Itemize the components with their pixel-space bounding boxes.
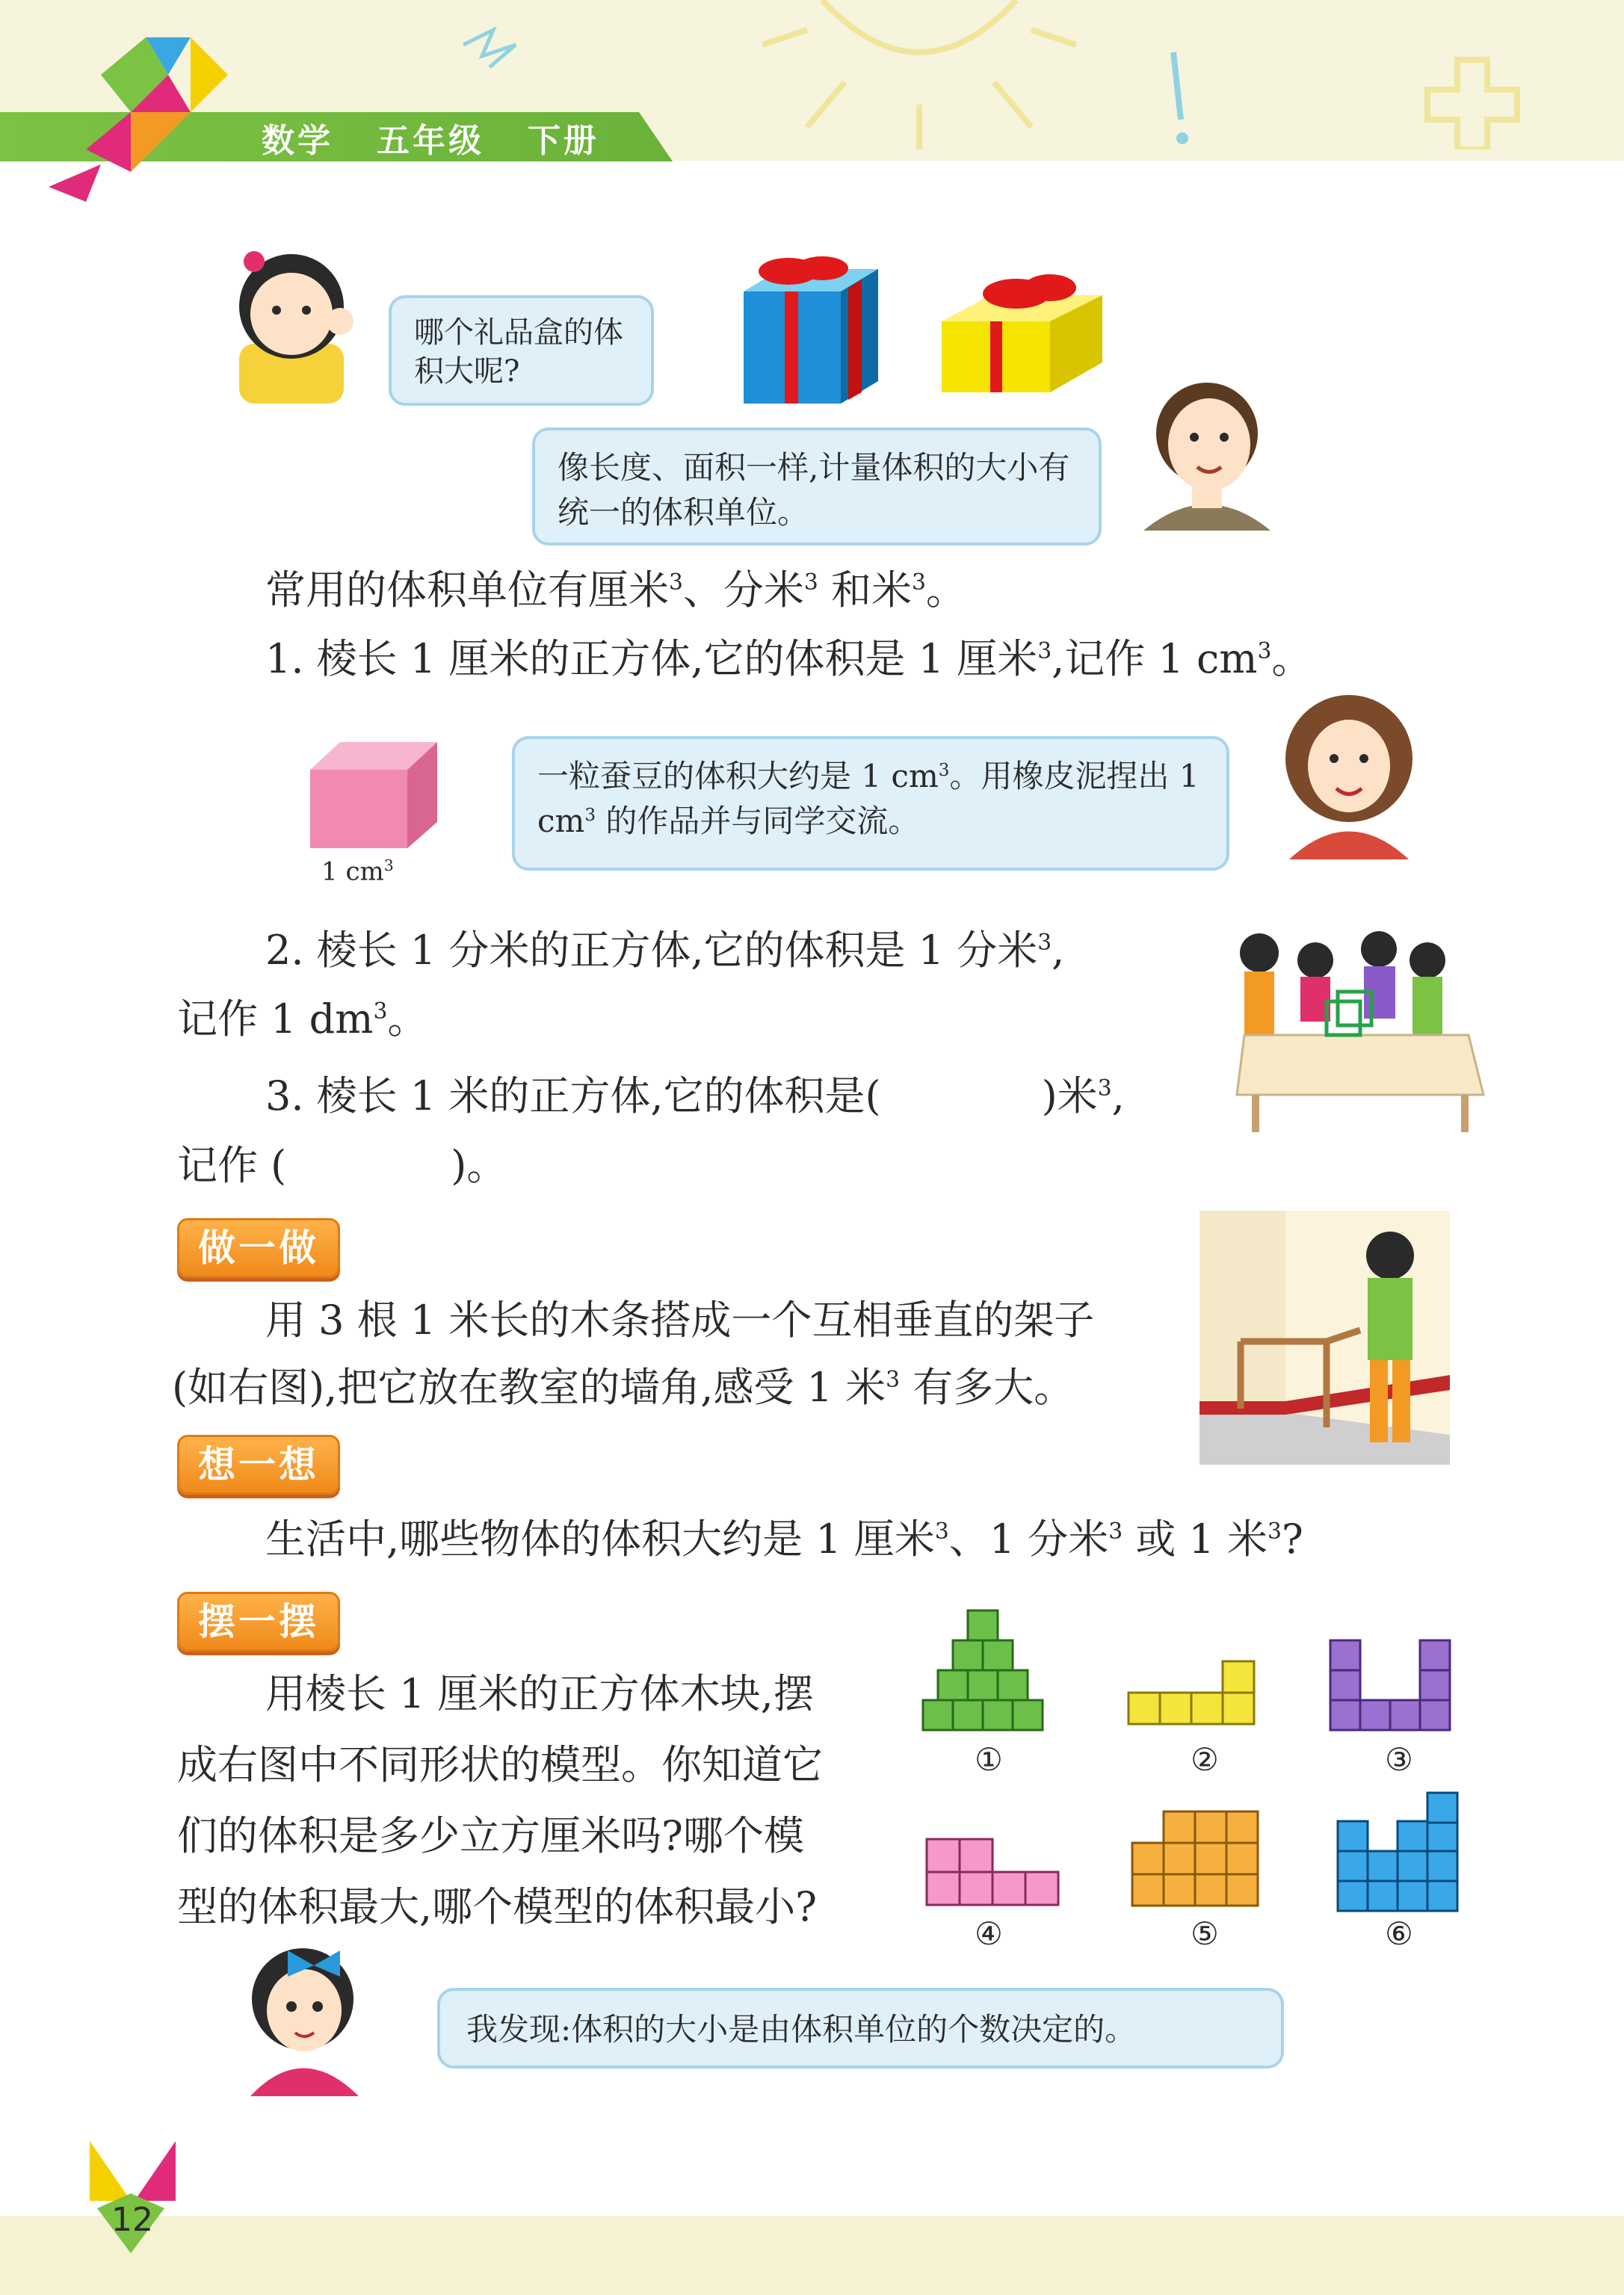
blue-gift-box-icon (736, 250, 886, 407)
arrange-section-label: 摆一摆 (198, 1600, 319, 1643)
superscript-3: 3 (1108, 1519, 1123, 1545)
intro-text-a: 常用的体积单位有厘米 (265, 566, 669, 614)
intro-text-d: 。 (925, 566, 966, 614)
think-line (265, 1516, 1303, 1563)
superscript-3: 3 (803, 569, 818, 596)
arrange-text-1: 用棱长 1 厘米的正方体木块,摆 (265, 1670, 814, 1717)
think-text-b: 、1 分米 (948, 1516, 1109, 1563)
item-2-line-1 (265, 927, 1064, 974)
header-volume: 下册 (527, 122, 599, 160)
intro-text-c: 和米 (818, 566, 912, 614)
girl-thinking-illustration (217, 239, 366, 404)
do-text-a: 用 3 根 1 米长的木条搭成一个互相垂直的架子 (265, 1297, 1095, 1344)
model-3-purple-u-shape (1327, 1633, 1461, 1738)
woman-hint-text-1: 一粒蚕豆的体积大约是 1 cm (537, 758, 939, 794)
girl-question-bubble (389, 295, 654, 406)
item-1-text-c: 。 (1271, 635, 1312, 682)
girl-with-bow-illustration (243, 1936, 366, 2096)
do-section-label: 做一做 (198, 1226, 319, 1270)
cube-caption-text: 1 cm (321, 856, 384, 887)
header-title (262, 114, 599, 161)
think-section-label: 想一想 (198, 1443, 319, 1486)
conclusion-text: 我发现:体积的大小是由体积单位的个数决定的。 (466, 2011, 1137, 2048)
arrange-line-4 (177, 1883, 817, 1931)
superscript-3: 3 (1097, 1075, 1112, 1102)
item-2-line-2 (177, 995, 427, 1043)
star-sketch-icon (448, 15, 538, 82)
superscript-3: 3 (669, 569, 683, 596)
model-4-pink-steps (923, 1823, 1069, 1913)
woman-hint-text-3: 的作品并与同学交流。 (596, 803, 920, 839)
page-number: 12 (111, 2201, 153, 2239)
cube-caption (321, 856, 394, 886)
arrange-text-2: 成右图中不同形状的模型。你知道它 (177, 1741, 823, 1788)
model-number-2: ② (1191, 1741, 1219, 1778)
sun-sketch-icon (762, 0, 1076, 149)
yellow-gift-box-icon (938, 265, 1106, 396)
arrange-text-3: 们的体积是多少立方厘米吗?哪个模 (177, 1812, 804, 1859)
arrange-line-1 (265, 1670, 814, 1718)
do-line-1 (265, 1297, 1094, 1344)
item-3-line-2 (177, 1142, 507, 1190)
conclusion-bubble (437, 1988, 1284, 2069)
male-teacher-illustration (1129, 366, 1285, 531)
item-2-text-a: 2. 棱长 1 分米的正方体,它的体积是 1 分米 (265, 927, 1038, 974)
item-1-text-a: 1. 棱长 1 厘米的正方体,它的体积是 1 厘米 (265, 635, 1038, 682)
model-number-3: ③ (1385, 1741, 1413, 1778)
item-3-line-1 (265, 1072, 1125, 1120)
model-5-orange-block (1129, 1808, 1278, 1913)
do-text-c: 有多大。 (900, 1364, 1075, 1411)
item-3-text-d: 记作 ( (177, 1142, 287, 1189)
model-2-yellow-l-shape (1125, 1648, 1267, 1730)
superscript-3: 3 (1037, 930, 1052, 956)
superscript-3: 3 (1037, 638, 1052, 664)
model-number-5: ⑤ (1191, 1915, 1219, 1952)
students-table-illustration (1229, 923, 1487, 1136)
header-subject: 数学 (262, 122, 333, 160)
arrange-line-3 (177, 1812, 804, 1860)
think-text-d: ? (1281, 1516, 1303, 1563)
item-2-text-b: , (1052, 927, 1065, 974)
pink-unit-cube-icon (306, 736, 441, 852)
woman-hint-text-2: 。用橡皮泥捏出 1 cm (537, 758, 1200, 839)
superscript-3: 3 (373, 998, 388, 1025)
superscript-3: 3 (584, 806, 596, 825)
girl-question-text: 哪个礼品盒的体积大呢? (414, 315, 623, 389)
item-3-text-a: 3. 棱长 1 米的正方体,它的体积是( (265, 1072, 881, 1119)
think-text-c: 或 1 米 (1123, 1516, 1268, 1563)
superscript-3: 3 (934, 1519, 949, 1545)
woman-hint-bubble (512, 736, 1229, 871)
corner-frame-illustration (1200, 1211, 1450, 1465)
model-6-blue-stairs (1334, 1790, 1465, 1917)
think-section-badge (177, 1435, 340, 1495)
item-3-text-e: )。 (451, 1142, 507, 1189)
exclamation-sketch-icon (1151, 45, 1211, 149)
superscript-3: 3 (886, 1367, 901, 1393)
item-1-line (265, 635, 1312, 683)
tangram-logo-icon (41, 30, 235, 202)
header-grade: 五年级 (376, 122, 484, 160)
teacher-statement-text: 像长度、面积一样,计量体积的大小有统一的体积单位。 (558, 449, 1070, 531)
superscript-3: 3 (938, 761, 950, 780)
model-number-4: ④ (975, 1915, 1003, 1952)
do-section-badge (177, 1218, 340, 1278)
superscript-3: 3 (383, 856, 394, 874)
item-2-text-c: 记作 1 dm (177, 995, 374, 1043)
do-line-2 (172, 1364, 1074, 1412)
item-3-text-b: )米 (1041, 1072, 1098, 1119)
item-2-text-d: 。 (387, 995, 428, 1043)
arrange-line-2 (177, 1741, 823, 1789)
think-text-a: 生活中,哪些物体的体积大约是 1 厘米 (265, 1516, 935, 1563)
arrange-text-4: 型的体积最大,哪个模型的体积最小? (177, 1883, 818, 1930)
teacher-statement-bubble (532, 427, 1102, 546)
item-3-text-c: , (1111, 1072, 1125, 1119)
model-number-6: ⑥ (1385, 1915, 1413, 1952)
do-text-b: (如右图),把它放在教室的墙角,感受 1 米 (172, 1364, 886, 1411)
model-number-1: ① (975, 1741, 1003, 1778)
arrange-section-badge (177, 1592, 340, 1652)
plus-sketch-icon (1420, 52, 1525, 149)
bottom-band (0, 2216, 1624, 2295)
female-teacher-illustration (1271, 684, 1427, 859)
intro-line (265, 566, 966, 614)
model-1-green-pyramid (919, 1592, 1058, 1738)
intro-text-b: 、分米 (682, 566, 804, 614)
superscript-3: 3 (911, 569, 926, 596)
item-1-text-b: ,记作 1 cm (1052, 635, 1258, 682)
superscript-3: 3 (1268, 1519, 1282, 1545)
superscript-3: 3 (1257, 638, 1272, 664)
